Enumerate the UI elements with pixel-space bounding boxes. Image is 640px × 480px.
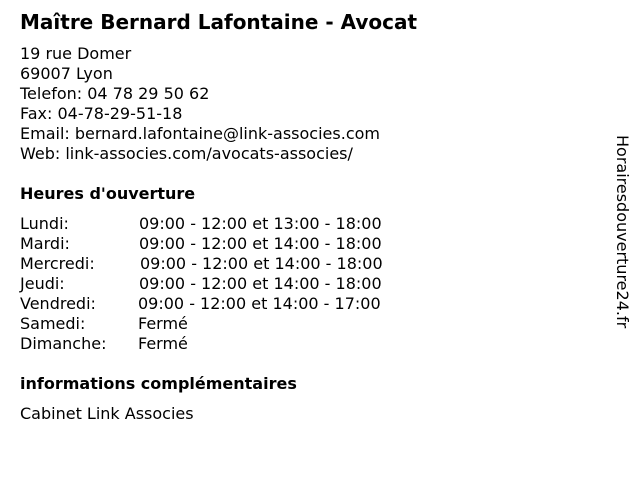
day-label: Vendredi: bbox=[20, 294, 96, 313]
day-label: Mardi: bbox=[20, 234, 70, 253]
info-text: Cabinet Link Associes bbox=[20, 404, 194, 423]
time-value: 09:00 - 12:00 et 14:00 - 18:00 bbox=[139, 234, 382, 253]
fax-line: Fax: 04-78-29-51-18 bbox=[20, 104, 183, 123]
day-label: Samedi: bbox=[20, 314, 86, 333]
phone-line: Telefon: 04 78 29 50 62 bbox=[20, 84, 210, 103]
day-label: Dimanche: bbox=[20, 334, 107, 353]
city-line: 69007 Lyon bbox=[20, 64, 113, 83]
info-heading: informations complémentaires bbox=[20, 374, 297, 393]
address-block bbox=[20, 44, 380, 164]
page-title: Maître Bernard Lafontaine - Avocat bbox=[20, 10, 418, 34]
time-value: 09:00 - 12:00 et 14:00 - 18:00 bbox=[140, 254, 383, 273]
time-value: Fermé bbox=[138, 314, 188, 333]
day-label: Jeudi: bbox=[20, 274, 65, 293]
time-value: 09:00 - 12:00 et 14:00 - 18:00 bbox=[139, 274, 382, 293]
hours-heading: Heures d'ouverture bbox=[20, 184, 196, 203]
time-value: 09:00 - 12:00 et 14:00 - 17:00 bbox=[138, 294, 381, 313]
web-line: Web: link-associes.com/avocats-associes/ bbox=[20, 144, 353, 163]
day-label: Mercredi: bbox=[20, 254, 95, 273]
time-value: Fermé bbox=[138, 334, 188, 353]
email-line: Email: bernard.lafontaine@link-associes.com bbox=[20, 124, 380, 143]
street-line: 19 rue Domer bbox=[20, 44, 132, 63]
day-label: Lundi: bbox=[20, 214, 69, 233]
site-watermark: Horairesdouverture24.fr bbox=[613, 135, 632, 329]
time-value: 09:00 - 12:00 et 13:00 - 18:00 bbox=[139, 214, 382, 233]
